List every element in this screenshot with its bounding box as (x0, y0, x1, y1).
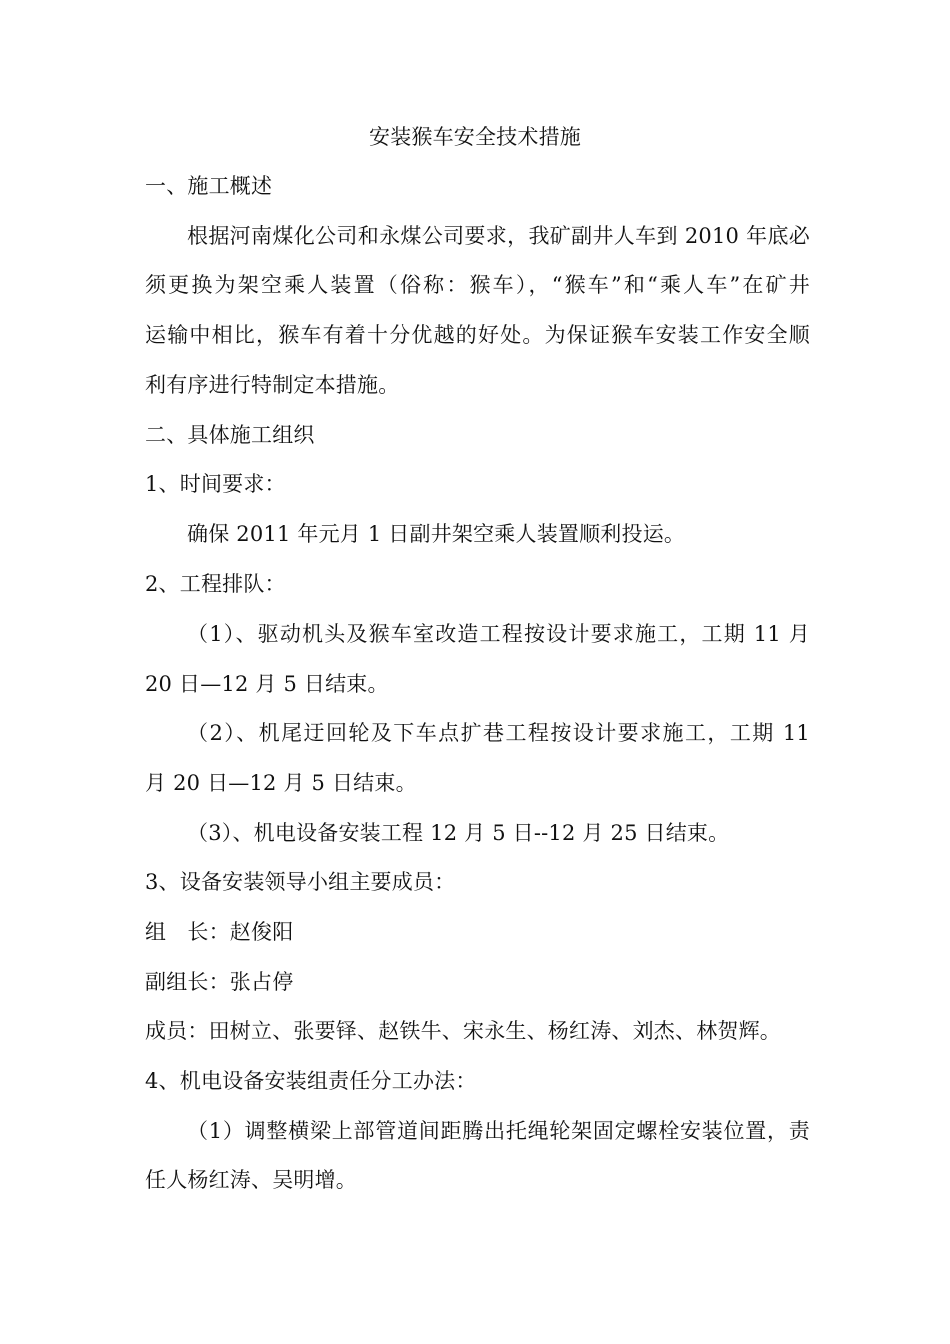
leader-line: 组 长：赵俊阳 (145, 920, 294, 944)
item-2-sub-2-line: （2）、机尾迂回轮及下车点扩巷工程按设计要求施工，工期 11 (187, 721, 810, 745)
deputy-line: 副组长：张占停 (145, 970, 294, 994)
item-2-sub-3: （3）、机电设备安装工程 12 月 5 日--12 月 25 日结束。 (187, 821, 730, 845)
item-3-heading: 3、设备安装领导小组主要成员： (145, 870, 456, 894)
item-2-sub-2-line: 月 20 日—12 月 5 日结束。 (145, 771, 417, 795)
item-4-sub-1-line: 任人杨红涛、吴明增。 (145, 1168, 357, 1192)
document-title: 安装猴车安全技术措施 (369, 125, 581, 149)
section-2-heading: 二、具体施工组织 (145, 423, 315, 447)
item-2-heading: 2、工程排队： (145, 572, 286, 596)
item-4-heading: 4、机电设备安装组责任分工办法： (145, 1069, 477, 1093)
members-line: 成员：田树立、张要铎、赵铁牛、宋永生、杨红涛、刘杰、林贺辉。 (145, 1019, 781, 1043)
section-1-heading: 一、施工概述 (145, 174, 273, 198)
item-2-sub-1-line: 20 日—12 月 5 日结束。 (145, 672, 389, 696)
paragraph-line: 运输中相比，猴车有着十分优越的好处。为保证猴车安装工作安全顺 (145, 323, 810, 347)
item-2-sub-1-line: （1）、驱动机头及猴车室改造工程按设计要求施工，工期 11 月 (187, 622, 810, 646)
item-1-text: 确保 2011 年元月 1 日副井架空乘人装置顺利投运。 (187, 522, 686, 546)
paragraph-line: 利有序进行特制定本措施。 (145, 373, 400, 397)
paragraph-line: 须更换为架空乘人装置（俗称：猴车），“猴车”和“乘人车”在矿井 (145, 273, 810, 297)
paragraph-line: 根据河南煤化公司和永煤公司要求，我矿副井人车到 2010 年底必 (187, 224, 810, 248)
item-4-sub-1-line: （1）调整横梁上部管道间距腾出托绳轮架固定螺栓安装位置，责 (187, 1119, 810, 1143)
item-1-heading: 1、时间要求： (145, 472, 286, 496)
